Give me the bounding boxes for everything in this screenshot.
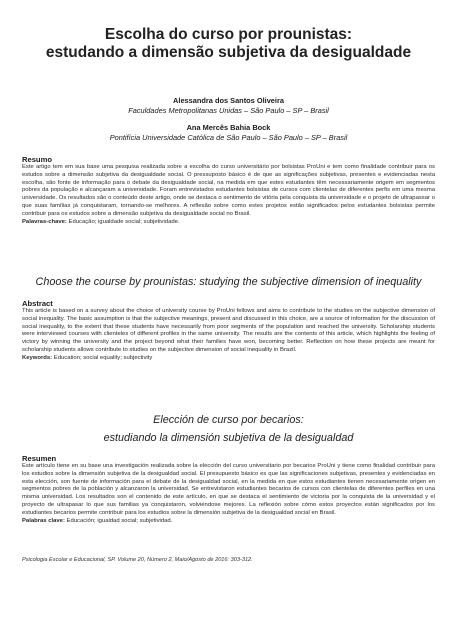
resumo-heading: Resumo bbox=[22, 155, 52, 164]
resumen-keywords bbox=[22, 518, 435, 526]
author-name-2: Ana Mercês Bahia Bock bbox=[186, 123, 271, 132]
resumo-keywords-label: Palavras-chave: bbox=[22, 218, 67, 225]
resumo-keywords bbox=[22, 219, 435, 227]
resumo-text: Este artigo tem em sua base uma pesquisa realizada sobre a escolha do curso universitário por bolsistas ProUni e tem como finalidade contribuir para os estudos sobre a dimensão subjetiva da desigualdade social. O pressuposto básico é de que as significações subjetivas, presentes e evidenciadas nesta escolha, são fonte de informação para o debate da desigualdade social, na medida em que estes estudantes têm necessariamente origem em segmentos pobres da população e alcançaram a universidade. Foram entrevistados estudantes bolsistas de cursos com clientelas de diferentes perfis em uma mesma universidade. Os resultados são o conteúdo deste artigo, onde se destaca o sentimento de vitória pela conquista da universidade e o projeto de ultrapassar o que suas famílias já conquistaram, tornando-se melhores. A reflexão sobre como estes projetos estão significados pelos estudantes bolsistas permite contribuir para os estudos sobre a dimensão subjetiva da desigualdade social no Brasil. bbox=[22, 164, 435, 217]
spanish-title-line-2: estudiando la dimensión subjetiva de la desigualdad bbox=[103, 432, 354, 444]
author-affiliation-1: Faculdades Metropolitanas Unidas – São Paulo – SP – Brasil bbox=[128, 106, 329, 115]
abstract-keywords bbox=[22, 355, 435, 363]
resumen-heading: Resumen bbox=[22, 454, 57, 463]
abstract-heading: Abstract bbox=[22, 299, 53, 308]
author-affiliation-2: Pontifícia Universidade Católica de São Paulo – São Paulo – SP – Brasil bbox=[109, 133, 348, 142]
article-title-line-2: estudando a dimensão subjetiva da desigualdade bbox=[45, 44, 412, 61]
abstract-keywords-label: Keywords: bbox=[22, 354, 53, 361]
resumen-keywords-value: Educación; igualdad social; subjetividad. bbox=[66, 517, 173, 524]
journal-citation-footer: Psicologia Escolar e Educacional, SP. Volume 20, Número 2, Maio/Agosto de 2016: 303-312. bbox=[22, 557, 253, 563]
resumo-keywords-value: Educação; igualdade social; subjetividade. bbox=[68, 218, 180, 225]
abstract-keywords-value: Education; social equality; subjectivity bbox=[53, 354, 153, 361]
abstract-section bbox=[22, 299, 435, 363]
english-title: Choose the course by prounistas: studying the subjective dimension of inequality bbox=[35, 276, 422, 288]
article-title-line-1: Escolha do curso por prounistas: bbox=[104, 26, 353, 43]
abstract-text: This article is based on a survey about the choice of university course by ProUni fellows and aims to contribute to the studies on the subjective dimension of social inequality. The basic assumption is that the subjective meanings, present and discussed in this choice, are a source of information for the discussion of social inequality, to the extent that these students have necessarily from poor segments of the population and reached the university. Scholarship students were interviewed courses with clienteles of different profiles in the same university. The results are the contents of this article, which highlights the feeling of victory by winning the university and the project beyond what their families have won, becoming better. Reflection on how these projects are meant for scholarship students allows contribute to studies on the subjective dimension of social inequality in Brazil. bbox=[22, 308, 435, 353]
resumo-section bbox=[22, 155, 435, 226]
spanish-title-line-1: Elección de curso por becarios: bbox=[153, 414, 304, 426]
resumen-section bbox=[22, 454, 435, 525]
resumen-text: Este artículo tiene en su base una investigación realizada sobre la elección del curso universitario por becarios ProUni y tiene como finalidad contribuir para los estudios sobre la dimensión subjetiva de la desigualdad social. El presupuesto básico es que las significaciones subjetivas, presentes y evidenciadas en esta elección, son fuente de información para el debate de la desigualdad social, en la medida en que estos estudiantes tienen necesariamente origen en segmentos pobres de la población y alcanzaron la universidad. Se entrevistaron estudiantes becarios de cursos con clientelas de diferentes perfiles en una misma universidad. Los resultados son el contenido de este artículo, en que se destaca el sentimiento de victoria por la conquista de la universidad y el proyecto de ultrapasar lo que sus familias ya conquistaron, volviéndose mejores. La reflexión sobre cómo estos proyectos están significados por los estudiantes becarios permite contribuir para los estudios sobre la dimensión subjetiva de la desigualdad social en Brasil. bbox=[22, 463, 435, 516]
resumen-keywords-label: Palabras clave: bbox=[22, 517, 65, 524]
author-name-1: Alessandra dos Santos Oliveira bbox=[173, 96, 284, 105]
